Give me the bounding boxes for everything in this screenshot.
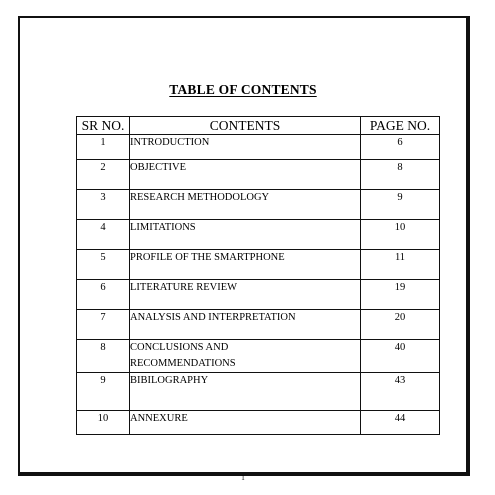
row-sr-no: 8: [77, 340, 130, 373]
row-sr-no: 7: [77, 310, 130, 340]
header-contents: CONTENTS: [130, 117, 361, 135]
header-page-no: PAGE NO.: [361, 117, 440, 135]
row-content: LITERATURE REVIEW: [130, 280, 361, 310]
table-row: [77, 135, 440, 160]
row-content: ANALYSIS AND INTERPRETATION: [130, 310, 361, 340]
row-content-line-1: CONCLUSIONS AND: [130, 342, 229, 353]
row-sr-no: 5: [77, 250, 130, 280]
row-page-no: 43: [361, 373, 440, 411]
table-row: [77, 280, 440, 310]
table-row: [77, 310, 440, 340]
table-row: [77, 373, 440, 411]
row-content: PROFILE OF THE SMARTPHONE: [130, 250, 361, 280]
page-title: [20, 82, 466, 98]
row-content: ANNEXURE: [130, 411, 361, 435]
row-content-multiline: [130, 340, 361, 373]
table-row: [77, 250, 440, 280]
title-text: TABLE OF CONTENTS: [169, 82, 317, 97]
row-content: LIMITATIONS: [130, 220, 361, 250]
row-sr-no: 1: [77, 135, 130, 160]
table-row: [77, 340, 440, 373]
row-sr-no: 6: [77, 280, 130, 310]
row-page-no: 6: [361, 135, 440, 160]
header-sr-no: SR NO.: [77, 117, 130, 135]
row-page-no: 11: [361, 250, 440, 280]
row-sr-no: 10: [77, 411, 130, 435]
page-frame: [18, 16, 470, 482]
row-content: OBJECTIVE: [130, 160, 361, 190]
row-page-no: 20: [361, 310, 440, 340]
row-content: RESEARCH METHODOLOGY: [130, 190, 361, 220]
row-page-no: 8: [361, 160, 440, 190]
table-row: [77, 220, 440, 250]
table-row: [77, 411, 440, 435]
row-sr-no: 2: [77, 160, 130, 190]
row-sr-no: 4: [77, 220, 130, 250]
row-content: INTRODUCTION: [130, 135, 361, 160]
row-page-no: 19: [361, 280, 440, 310]
row-content-line-2: RECOMMENDATIONS: [130, 358, 236, 369]
toc-table: [76, 116, 440, 435]
table-row: [77, 160, 440, 190]
row-page-no: 9: [361, 190, 440, 220]
row-sr-no: 9: [77, 373, 130, 411]
row-page-no: 10: [361, 220, 440, 250]
row-content: BIBILOGRAPHY: [130, 373, 361, 411]
row-sr-no: 3: [77, 190, 130, 220]
row-page-no: 44: [361, 411, 440, 435]
toc-header-row: [77, 117, 440, 135]
row-page-no: 40: [361, 340, 440, 373]
page-number: 1: [241, 474, 245, 482]
table-row: [77, 190, 440, 220]
